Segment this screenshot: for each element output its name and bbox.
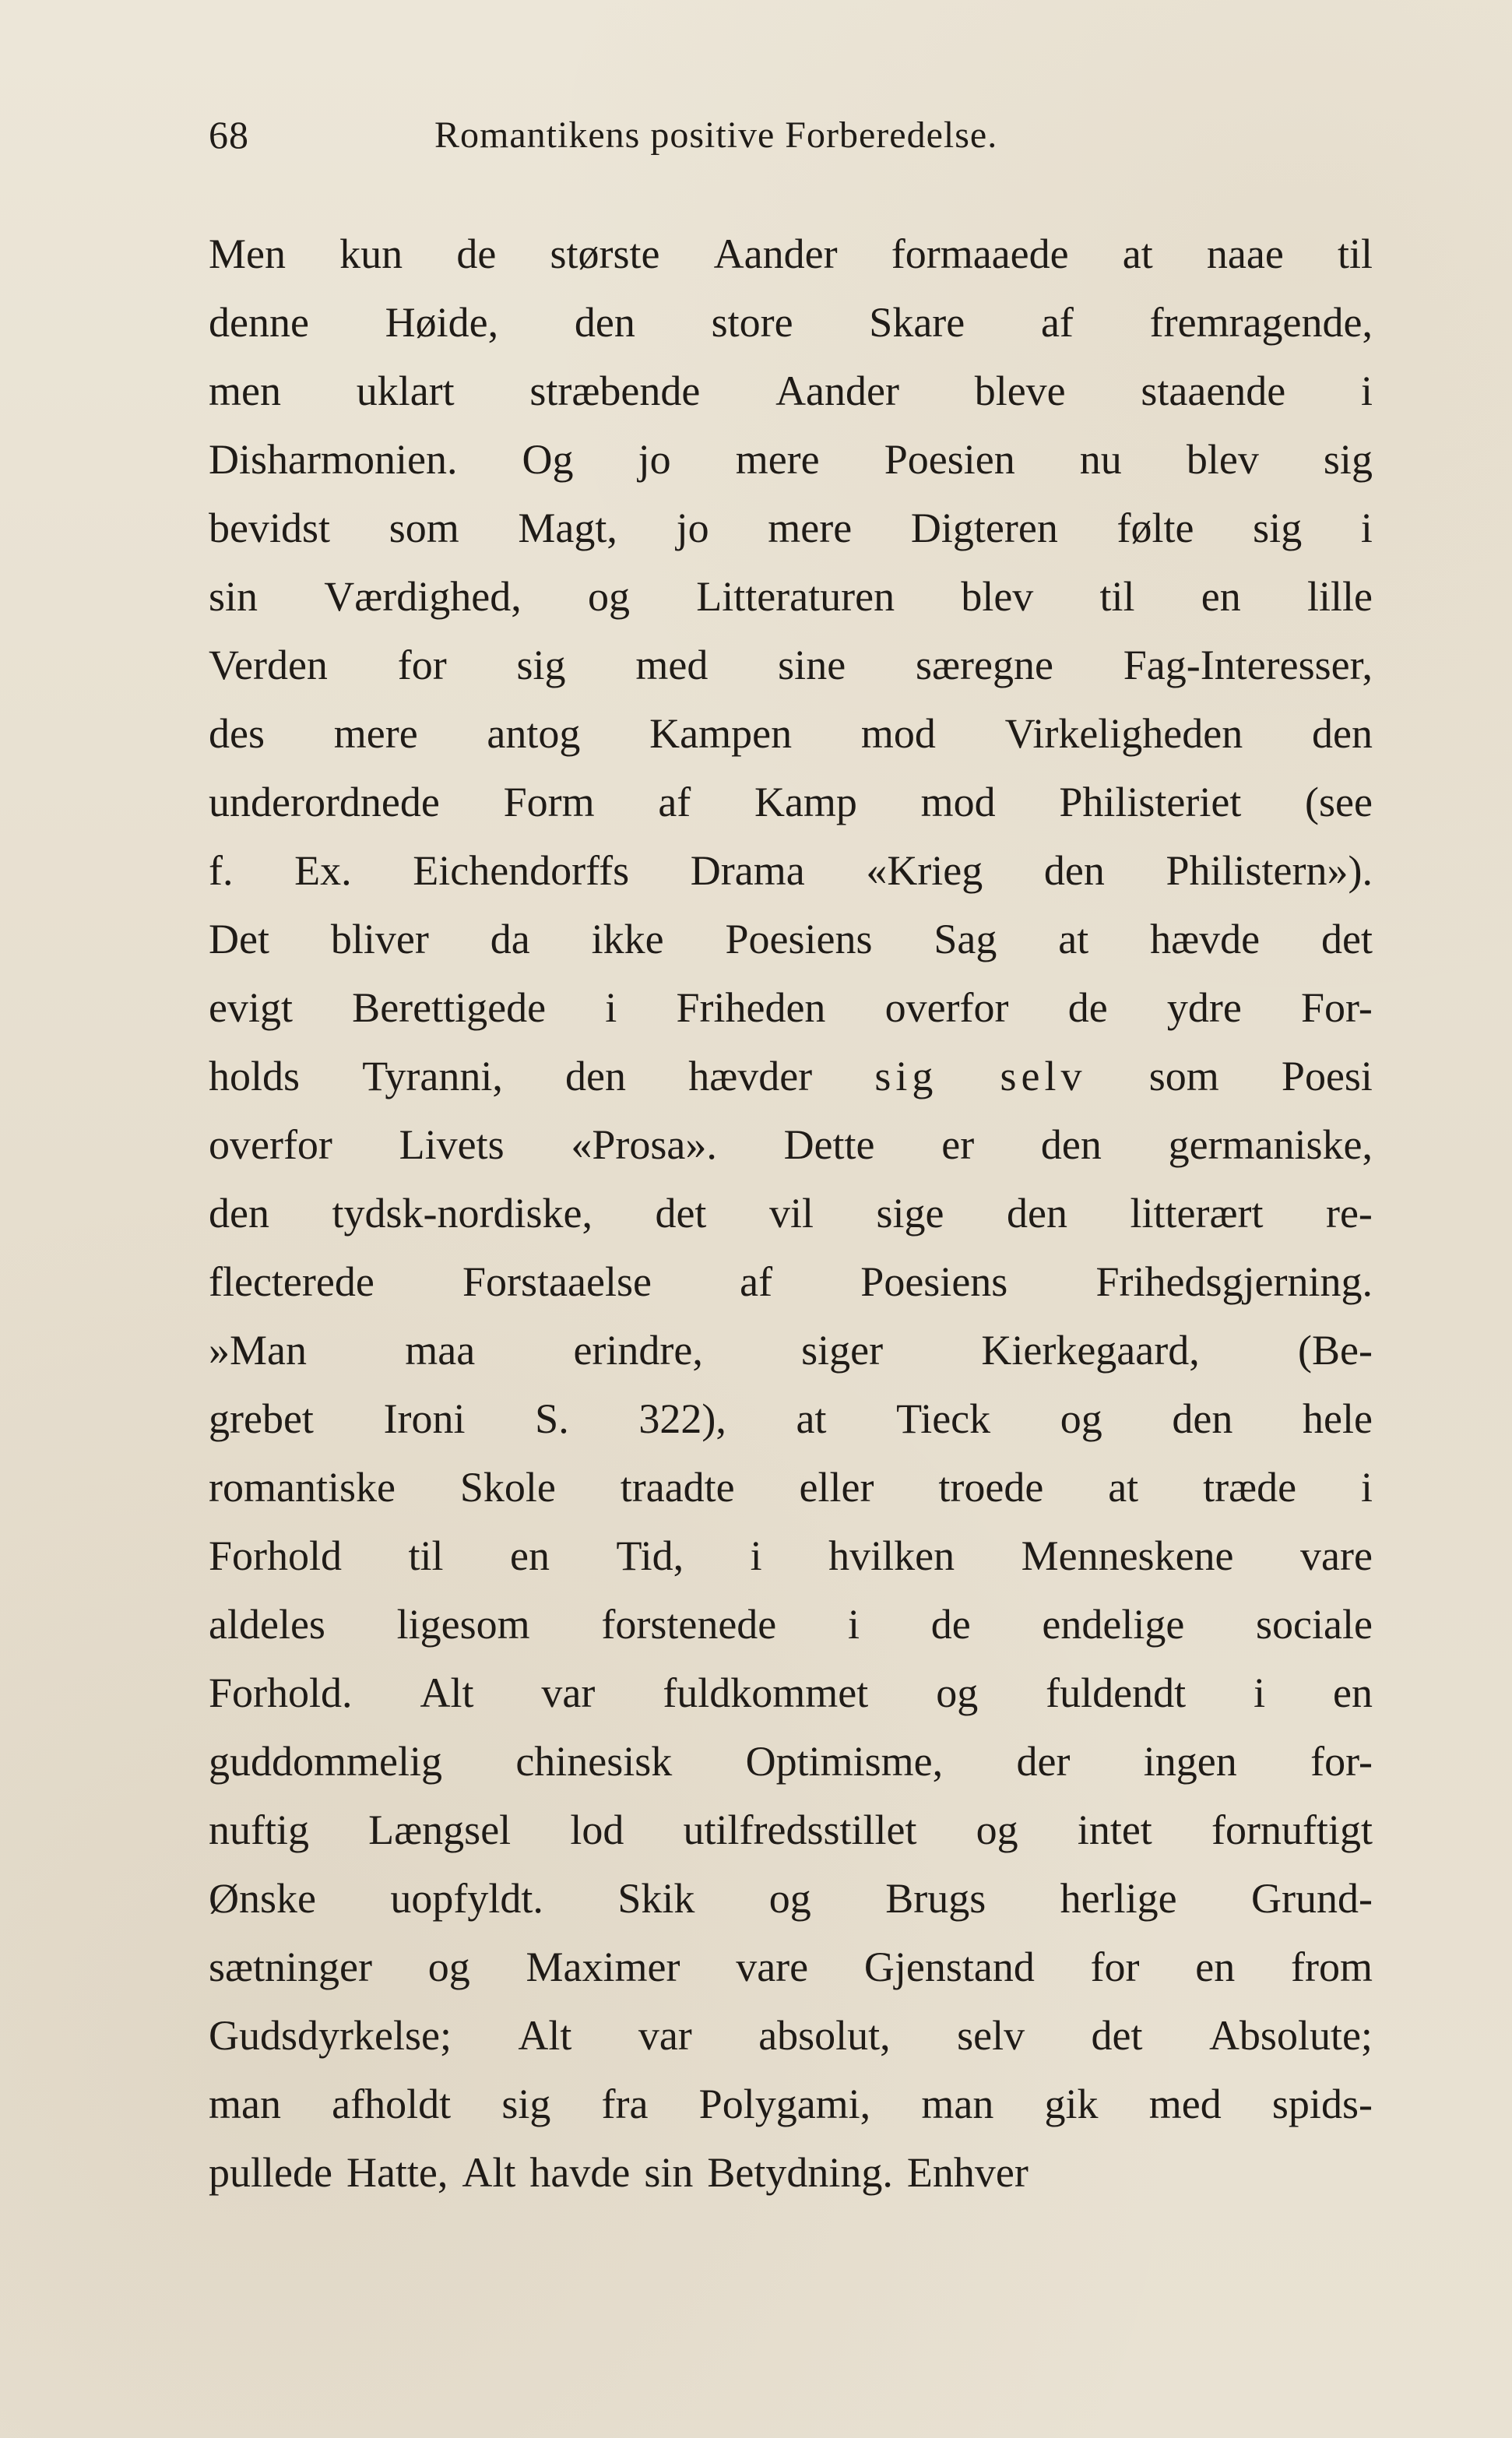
text-line: aldeles ligesom forstenede i de endelige sociale: [209, 1601, 1373, 1648]
text-line: flecterede Forstaaelse af Poesiens Frihedsgjerning.: [209, 1258, 1373, 1305]
text-line: Disharmonien. Og jo mere Poesien nu blev sig: [209, 436, 1373, 483]
text-line: Ønske uopfyldt. Skik og Brugs herlige Grund-: [209, 1875, 1373, 1922]
text-line: pullede Hatte, Alt havde sin Betydning. Enhver: [209, 2149, 1029, 2196]
text-line: romantiske Skole traadte eller troede at træde i: [209, 1464, 1373, 1511]
text-line: overfor Livets «Prosa». Dette er den germaniske,: [209, 1121, 1373, 1168]
text-line: Verden for sig med sine særegne Fag-Interesser,: [209, 642, 1373, 688]
text-line: men uklart stræbende Aander bleve staaende i: [209, 368, 1373, 414]
text-line: Men kun de største Aander formaaede at naae til: [209, 230, 1373, 277]
page-number: 68: [209, 113, 249, 157]
text-line: guddommelig chinesisk Optimisme, der ingen for-: [209, 1738, 1373, 1785]
body-text: [209, 220, 1373, 2229]
text-line: bevidst som Magt, jo mere Digteren følte sig i: [209, 505, 1373, 551]
text-line: denne Høide, den store Skare af fremragende,: [209, 299, 1373, 346]
text-line: »Man maa erindre, siger Kierkegaard, (Be-: [209, 1327, 1373, 1374]
text-line: Gudsdyrkelse; Alt var absolut, selv det Absolute;: [209, 2012, 1373, 2059]
text-line: man afholdt sig fra Polygami, man gik med spids-: [209, 2081, 1373, 2127]
text-line: underordnede Form af Kamp mod Philisteriet (see: [209, 779, 1373, 825]
text-line: f. Ex. Eichendorffs Drama «Krieg den Philistern»).: [209, 847, 1373, 894]
text-line: sætninger og Maximer vare Gjenstand for en from: [209, 1944, 1373, 1990]
text-line: des mere antog Kampen mod Virkeligheden den: [209, 710, 1373, 757]
text-line: Forhold til en Tid, i hvilken Menneskene vare: [209, 1532, 1373, 1579]
text-line: Forhold. Alt var fuldkommet og fuldendt i en: [209, 1669, 1373, 1716]
text-line: holds Tyranni, den hævder sig selv som Poesi: [209, 1053, 1373, 1099]
text-line: Det bliver da ikke Poesiens Sag at hævde det: [209, 916, 1373, 962]
running-title: Romantikens positive Forberedelse.: [434, 114, 998, 156]
text-line: grebet Ironi S. 322), at Tieck og den hele: [209, 1395, 1373, 1442]
text-line: nuftig Længsel lod utilfredsstillet og intet fornuftigt: [209, 1807, 1373, 1853]
page-header: [209, 107, 1361, 162]
text-line: sin Værdighed, og Litteraturen blev til en lille: [209, 573, 1373, 620]
text-line: evigt Berettigede i Friheden overfor de ydre For-: [209, 984, 1373, 1031]
text-line: den tydsk-nordiske, det vil sige den litterært re-: [209, 1190, 1373, 1237]
